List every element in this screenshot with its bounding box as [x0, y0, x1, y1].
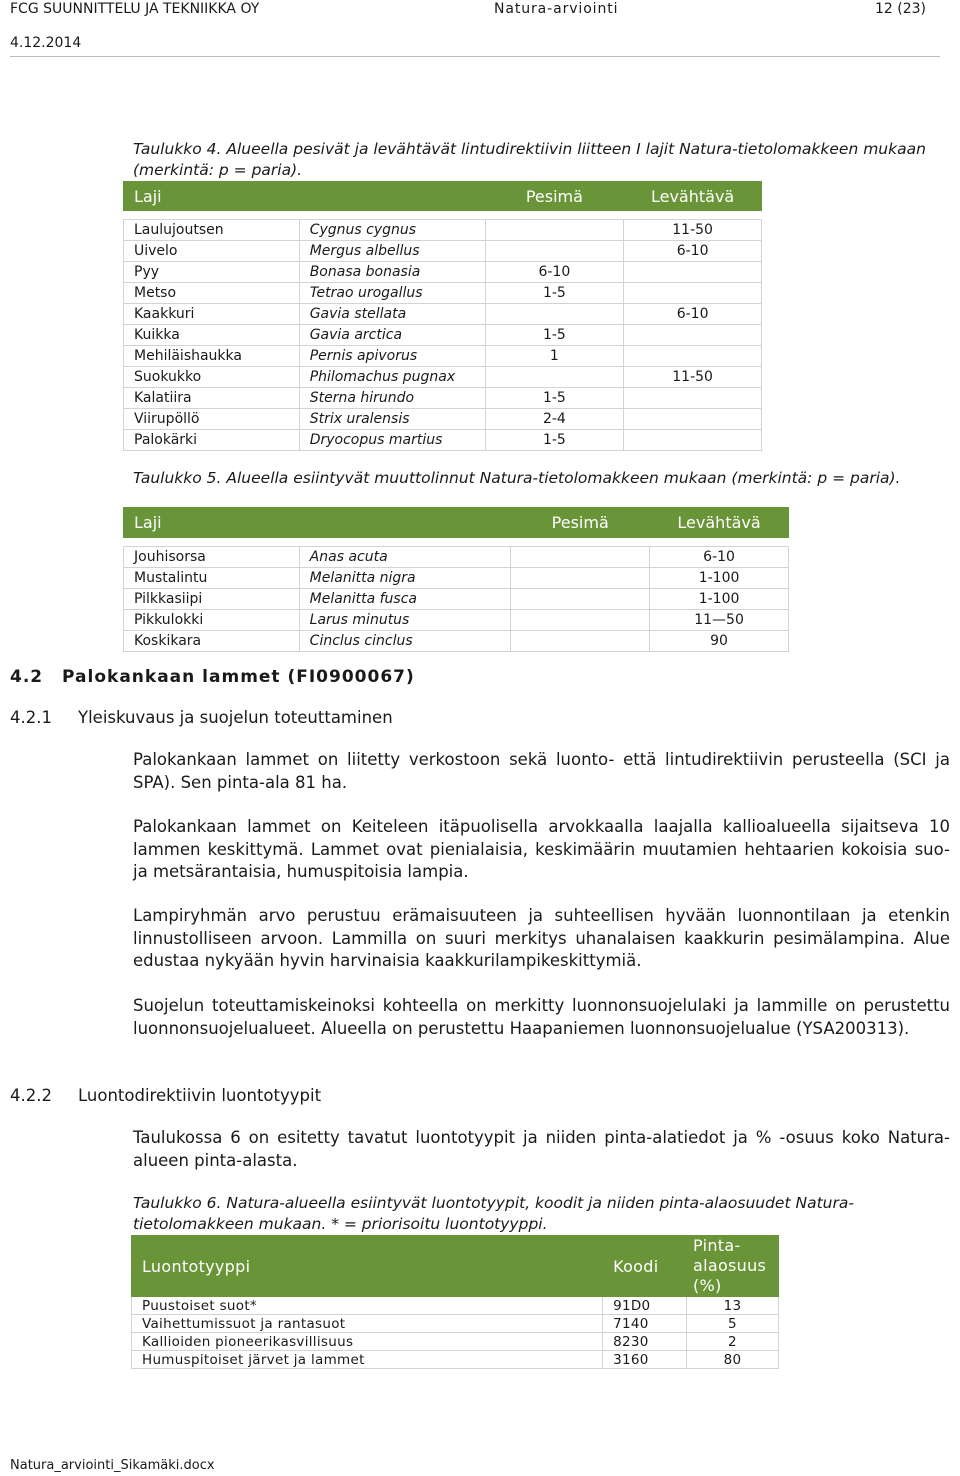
table4-cell: Kuikka: [124, 325, 300, 346]
table4-cell: 6-10: [485, 262, 624, 283]
table4-row: [124, 325, 762, 346]
table6-row: [132, 1333, 779, 1351]
table5: [123, 507, 789, 652]
table4-cell: Viirupöllö: [124, 409, 300, 430]
header-document-title: Natura-arviointi: [494, 1, 619, 17]
paragraph-4-2-2: Taulukossa 6 on esitetty tavatut luontotyypit ja niiden pinta-alatiedot ja % -osuus koko Natura-alueen pinta-alasta.: [133, 1128, 950, 1170]
header-date: 4.12.2014: [10, 35, 82, 51]
table6-cell: Puustoiset suot*: [132, 1297, 603, 1315]
table4-cell: Suokukko: [124, 367, 300, 388]
paragraph-2: Palokankaan lammet on Keiteleen itäpuolisella arvokkaalla laajalla kallioalueella sijaitseva 10 lammen keskittymä. Lammet ovat pienialaisia, keskimäärin muutamien hehtaarien kokoisia suo- ja metsärantaisia, humuspitoisia lampia.: [133, 817, 950, 881]
table5-cell: 6-10: [650, 547, 789, 568]
table6-cell: 2: [687, 1333, 779, 1351]
table4-cell: [485, 367, 624, 388]
table4-cell: 11-50: [624, 220, 762, 241]
footer-filename: Natura_arviointi_Sikamäki.docx: [10, 1458, 215, 1473]
table4-header-row: [124, 182, 762, 211]
table6-cell: Humuspitoiset järvet ja lammet: [132, 1351, 603, 1369]
table4-row: [124, 241, 762, 262]
table4-cell: [485, 220, 624, 241]
section-4-2-1-heading: [10, 708, 393, 727]
table6-header-luontotyyppi: Luontotyyppi: [132, 1236, 603, 1297]
table6-cell: 8230: [603, 1333, 687, 1351]
table5-cell: Koskikara: [124, 631, 300, 652]
table4-cell: Philomachus pugnax: [299, 367, 485, 388]
table4-header-empty: [299, 182, 485, 211]
table5-header-levahtava: Levähtävä: [650, 508, 789, 538]
table5-cell: Cinclus cinclus: [299, 631, 511, 652]
table5-cell: Pilkkasiipi: [124, 589, 300, 610]
table4-header-pesima: Pesimä: [485, 182, 624, 211]
table5-cell: 11—50: [650, 610, 789, 631]
table4-cell: [624, 430, 762, 451]
table4-cell: [624, 262, 762, 283]
table4-cell: 1-5: [485, 325, 624, 346]
table5-row: [124, 568, 789, 589]
table5-cell: [511, 631, 650, 652]
table4-cell: Metso: [124, 283, 300, 304]
table5-row: [124, 547, 789, 568]
table6-header-pinta-alaosuus: Pinta-alaosuus (%): [687, 1236, 779, 1297]
table5-cell: Melanitta fusca: [299, 589, 511, 610]
header-company: FCG SUUNNITTELU JA TEKNIIKKA OY: [10, 1, 260, 17]
table6-cell: 7140: [603, 1315, 687, 1333]
paragraph-1: Palokankaan lammet on liitetty verkostoon sekä luonto- että lintudirektiivin perusteella (SCI ja SPA). Sen pinta-ala 81 ha.: [133, 750, 950, 792]
table4-cell: Mergus albellus: [299, 241, 485, 262]
table5-cell: [511, 610, 650, 631]
table5-cell: [511, 568, 650, 589]
table5-caption: [133, 468, 948, 489]
table4-cell: Sterna hirundo: [299, 388, 485, 409]
table6-row: [132, 1315, 779, 1333]
table6-cell: 5: [687, 1315, 779, 1333]
table4-cell: 6-10: [624, 241, 762, 262]
table6-header-koodi: Koodi: [603, 1236, 687, 1297]
table4-cell: Cygnus cygnus: [299, 220, 485, 241]
section-4-2-1-number: 4.2.1: [10, 708, 52, 727]
table4-cell: [485, 304, 624, 325]
table4-row: [124, 346, 762, 367]
table5-cell: [511, 589, 650, 610]
table6-cell: 91D0: [603, 1297, 687, 1315]
table4-cell: 1-5: [485, 430, 624, 451]
table4-cell: 11-50: [624, 367, 762, 388]
table6-caption-text: Natura-alueella esiintyvät luontotyypit, koodit ja niiden pinta-alaosuudet Natura-tietolomakkeen mukaan. * = priorisoitu luontotyyppi.: [133, 1194, 854, 1233]
table4: [123, 181, 762, 451]
table4-cell: Kalatiira: [124, 388, 300, 409]
table4-caption: [133, 139, 948, 181]
table5-row: [124, 610, 789, 631]
table4-header-levahtava: Levähtävä: [624, 182, 762, 211]
table4-cell: Bonasa bonasia: [299, 262, 485, 283]
header-page-number: 12 (23): [874, 1, 926, 17]
table5-cell: 1-100: [650, 589, 789, 610]
table4-cell: Gavia arctica: [299, 325, 485, 346]
section-4-2-title: Palokankaan lammet (FI0900067): [62, 667, 415, 687]
table4-cell: 2-4: [485, 409, 624, 430]
section-4-2-2-heading: [10, 1086, 321, 1105]
table5-header-laji: Laji: [124, 508, 300, 538]
table4-row: [124, 220, 762, 241]
table6-caption: [133, 1193, 948, 1235]
table4-cell: 6-10: [624, 304, 762, 325]
table6-cell: 80: [687, 1351, 779, 1369]
section-4-2-heading: [10, 667, 415, 687]
table4-caption-number: Taulukko 4.: [133, 140, 222, 158]
table4-cell: Dryocopus martius: [299, 430, 485, 451]
table5-cell: 90: [650, 631, 789, 652]
table5-header-row: [124, 508, 789, 538]
table4-cell: Kaakkuri: [124, 304, 300, 325]
table4-row: [124, 283, 762, 304]
table6-caption-number: Taulukko 6.: [133, 1194, 222, 1212]
table5-caption-text: Alueella esiintyvät muuttolinnut Natura-tietolomakkeen mukaan (merkintä: p = paria).: [226, 469, 901, 487]
table4-cell: Pernis apivorus: [299, 346, 485, 367]
table4-cell: Tetrao urogallus: [299, 283, 485, 304]
table5-cell: Larus minutus: [299, 610, 511, 631]
table6-header-row: [132, 1236, 779, 1297]
table4-row: [124, 430, 762, 451]
table5-cell: Melanitta nigra: [299, 568, 511, 589]
table4-cell: 1: [485, 346, 624, 367]
table6-row: [132, 1351, 779, 1369]
section-4-2-number: 4.2: [10, 667, 44, 687]
table4-caption-text: Alueella pesivät ja levähtävät lintudirektiivin liitteen I lajit Natura-tietolomakkeen mukaan (merkintä: p = paria).: [133, 140, 926, 179]
paragraph-4: Suojelun toteuttamiskeinoksi kohteella on merkitty luonnonsuojelulaki ja lammille on perustettu luonnonsuojelualueet. Alueella on perustettu Haapaniemen luonnonsuojelualue (YSA200313).: [133, 996, 950, 1038]
header-rule: [10, 56, 940, 57]
table4-cell: Mehiläishaukka: [124, 346, 300, 367]
paragraph-3: Lampiryhmän arvo perustuu erämaisuuteen ja suhteellisen hyvään luonnontilaan ja etenkin linnustolliseen arvoon. Lammilla on suuri merkitys uhanalaisen kaakkurin pesimälampina. Alue edustaa nykyään hyvin harvinaisia kaakkurilampikeskittymiä.: [133, 906, 950, 970]
table5-header-empty: [299, 508, 511, 538]
table4-cell: [624, 409, 762, 430]
table6-cell: Vaihettumissuot ja rantasuot: [132, 1315, 603, 1333]
table5-caption-number: Taulukko 5.: [133, 469, 222, 487]
table4-row: [124, 304, 762, 325]
table4-cell: 1-5: [485, 283, 624, 304]
table4-cell: Palokärki: [124, 430, 300, 451]
table4-cell: [624, 325, 762, 346]
table5-cell: Mustalintu: [124, 568, 300, 589]
table4-row: [124, 367, 762, 388]
table4-cell: Strix uralensis: [299, 409, 485, 430]
table4-cell: [624, 388, 762, 409]
table5-row: [124, 631, 789, 652]
table5-cell: [511, 547, 650, 568]
table4-cell: Pyy: [124, 262, 300, 283]
section-4-2-2-number: 4.2.2: [10, 1086, 52, 1105]
table4-cell: Gavia stellata: [299, 304, 485, 325]
table5-row: [124, 589, 789, 610]
table6-cell: Kallioiden pioneerikasvillisuus: [132, 1333, 603, 1351]
table5-cell: Pikkulokki: [124, 610, 300, 631]
table4-row: [124, 409, 762, 430]
table6: [131, 1235, 779, 1369]
section-4-2-2-title: Luontodirektiivin luontotyypit: [78, 1086, 322, 1105]
table4-header-laji: Laji: [124, 182, 300, 211]
section-4-2-1-title: Yleiskuvaus ja suojelun toteuttaminen: [78, 708, 393, 727]
table6-cell: 3160: [603, 1351, 687, 1369]
table6-row: [132, 1297, 779, 1315]
table4-cell: Laulujoutsen: [124, 220, 300, 241]
table6-cell: 13: [687, 1297, 779, 1315]
table4-cell: [624, 346, 762, 367]
table4-cell: Uivelo: [124, 241, 300, 262]
table4-cell: 1-5: [485, 388, 624, 409]
table4-cell: [624, 283, 762, 304]
table5-cell: Anas acuta: [299, 547, 511, 568]
table4-cell: [485, 241, 624, 262]
table4-row: [124, 262, 762, 283]
table5-header-pesima: Pesimä: [511, 508, 650, 538]
table5-cell: Jouhisorsa: [124, 547, 300, 568]
table4-row: [124, 388, 762, 409]
table5-cell: 1-100: [650, 568, 789, 589]
